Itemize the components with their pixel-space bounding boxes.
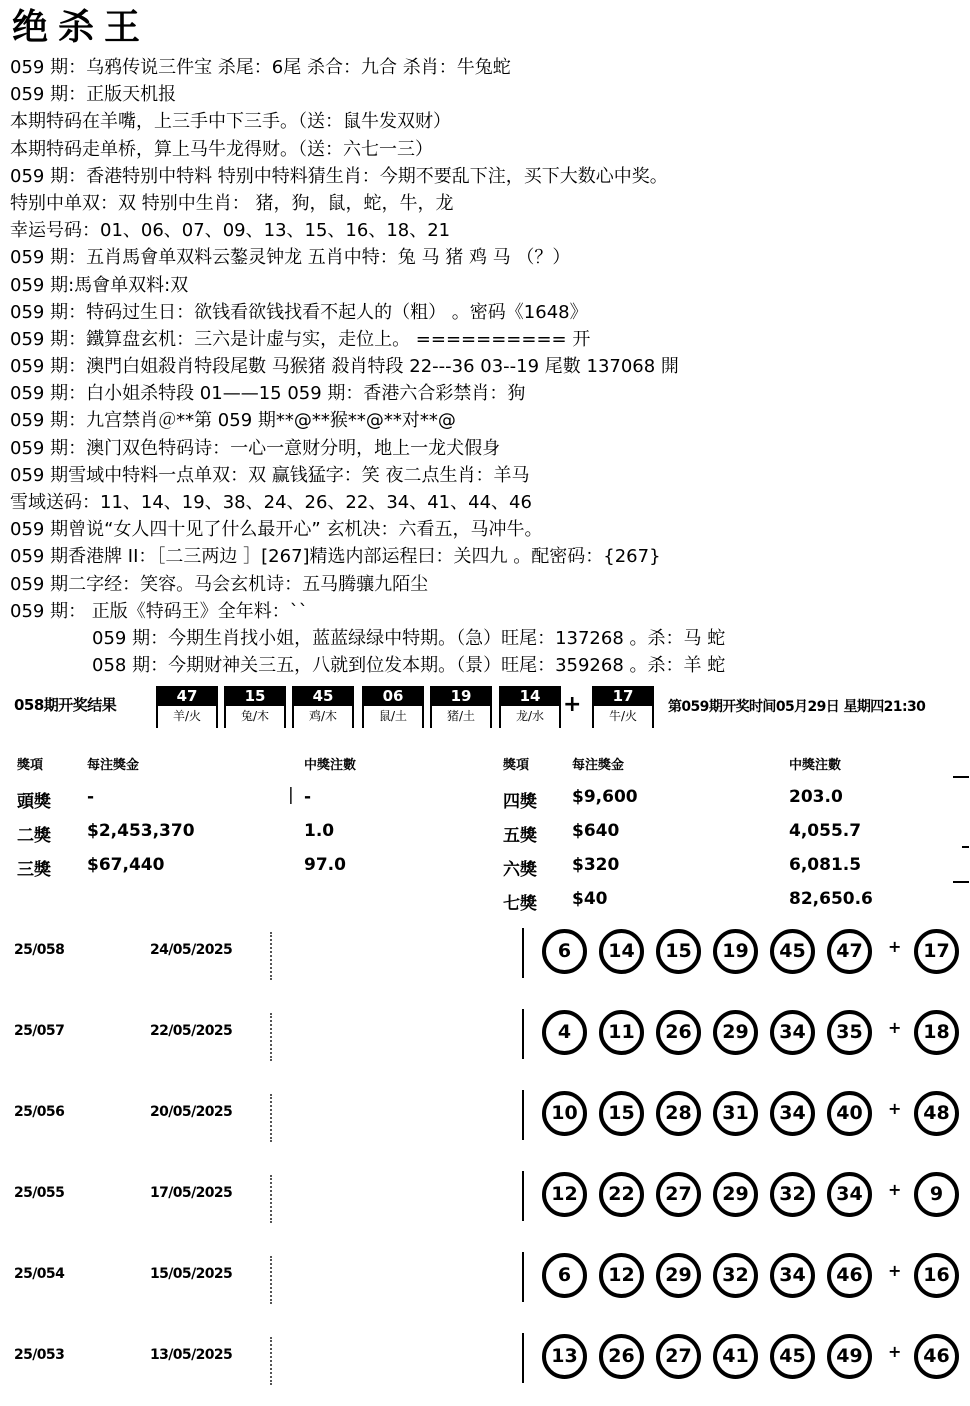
draw-date: 13/05/2025 [150,1347,233,1363]
text-line: 059 期：白小姐杀特段 01——15 059 期：香港六合彩禁肖：狗 [10,383,526,405]
header-count: 中獎注數 [789,758,842,773]
result-ball-number: 19 [432,686,490,706]
prize-count: 6,081.5 [789,855,862,875]
draw-period: 25/054 [14,1266,65,1282]
header-prize: 獎項 [503,758,530,773]
result-ball [499,686,561,728]
plus-sign: + [888,1018,902,1037]
text-line: 059 期：香港特别中特料 特别中特料猜生肖：今期不要乱下注，买下大数心中奖。 [10,165,668,187]
prize-name: 四獎 [503,792,537,812]
number-ball: 12 [542,1172,587,1217]
text-line: 幸运号码：01、06、07、09、13、15、16、18、21 [10,220,451,242]
text-line-indented: 059 期：今期生肖找小姐，蓝蓝绿绿中特期。（急）旺尾：137268 。杀：马 蛇 [92,627,726,649]
number-ball: 15 [599,1091,644,1136]
dotted-divider [270,1013,272,1061]
text-line: 059 期二字经：笑容。马会玄机诗：五马腾骧九陌尘 [10,573,429,595]
draw-period: 25/058 [14,942,65,958]
page-title: 绝杀王 [12,7,151,48]
prize-name: 三獎 [17,860,51,880]
draw-row [0,1163,970,1244]
result-ball-number: 47 [158,686,216,706]
prize-amount: $320 [572,855,620,875]
text-line: 059 期：澳门双色特码诗：一心一意财分明，地上一龙犬假身 [10,437,501,459]
number-ball: 32 [713,1253,758,1298]
dotted-divider [270,1256,272,1304]
prize-amount: $40 [572,889,608,909]
number-ball: 45 [770,929,815,974]
result-ball [224,686,286,728]
prize-count: 82,650.6 [789,889,873,909]
number-ball: 28 [656,1091,701,1136]
result-ball-zodiac: 兔/木 [240,709,270,723]
draw-date: 24/05/2025 [150,942,233,958]
edge-mark [953,881,969,883]
text-line: 059 期：特码过生日：欲钱看欲钱找看不起人的（粗） 。密码《1648》 [10,301,588,323]
number-ball: 29 [713,1172,758,1217]
number-ball: 12 [599,1253,644,1298]
prize-amount: $67,440 [87,855,165,875]
number-ball: 29 [713,1010,758,1055]
separator: | [288,785,294,805]
draw-row [0,1325,970,1406]
plus-sign: + [563,692,582,717]
prize-amount: - [87,787,95,807]
dotted-divider [270,1337,272,1385]
number-ball: 14 [599,929,644,974]
result-label: 058期开奖结果 [14,696,117,714]
draw-result-bar [0,684,970,730]
special-number-ball: 46 [914,1334,959,1379]
prize-count: - [304,787,312,807]
number-ball: 32 [770,1172,815,1217]
dotted-divider [270,1175,272,1223]
special-number-ball: 9 [914,1172,959,1217]
draw-date: 22/05/2025 [150,1023,233,1039]
plus-sign: + [888,1180,902,1199]
number-ball: 26 [656,1010,701,1055]
result-ball-zodiac: 猪/土 [446,709,476,723]
draw-period: 25/053 [14,1347,65,1363]
prize-name: 五獎 [503,826,537,846]
text-line: 本期特码走单桥，算上马牛龙得财。（送：六七一三） [10,138,433,160]
number-ball: 22 [599,1172,644,1217]
number-ball: 35 [827,1010,872,1055]
number-ball: 34 [770,1010,815,1055]
edge-mark [953,776,969,778]
number-ball: 34 [770,1253,815,1298]
text-line: 059 期曾说“女人四十见了什么最开心” 玄机决：六看五，马冲牛。 [10,519,543,541]
prize-amount: $9,600 [572,787,638,807]
header-count: 中獎注數 [304,758,357,773]
result-ball-number: 45 [294,686,352,706]
result-ball-number: 06 [364,686,422,706]
prize-name: 二獎 [17,826,51,846]
text-line: 雪域送码：11、14、19、38、24、26、22、34、41、44、46 [10,492,532,513]
prize-name: 七獎 [503,894,537,914]
special-number-ball: 16 [914,1253,959,1298]
number-ball: 31 [713,1091,758,1136]
draw-date: 17/05/2025 [150,1185,233,1201]
special-ball-zodiac: 牛/火 [608,709,638,723]
plus-sign: + [888,1099,902,1118]
number-ball: 29 [656,1253,701,1298]
number-ball: 10 [542,1091,587,1136]
result-ball-zodiac: 龙/水 [515,709,545,723]
header-prize: 獎項 [17,758,44,773]
draw-date: 15/05/2025 [150,1266,233,1282]
edge-mark [962,846,969,848]
text-line: 059 期：澳門白姐殺肖特段尾數 马猴猪 殺肖特段 22---36 03--19 尾數 137068 開 [10,356,679,378]
article-body [10,54,965,679]
text-line: 059 期香港牌 II：［二三两边 ］[267]精选内部运程曰：关四九 。配密码：{267} [10,546,661,568]
draw-period: 25/055 [14,1185,65,1201]
number-ball: 45 [770,1334,815,1379]
prize-count: 97.0 [304,855,346,875]
dotted-divider [270,932,272,980]
draw-row [0,1082,970,1163]
draw-row [0,1001,970,1082]
number-ball: 34 [770,1091,815,1136]
text-line: 059 期：五肖馬會单双料云鏊灵钟龙 五肖中特：兔 马 猪 鸡 马 （？） [10,247,571,269]
result-ball-zodiac: 鼠/土 [378,709,408,723]
divider [522,1252,524,1302]
number-ball: 41 [713,1334,758,1379]
number-ball: 13 [542,1334,587,1379]
text-line: 059 期雪域中特料一点单双：双 赢钱猛字：笑 夜二点生肖：羊马 [10,464,530,486]
number-ball: 11 [599,1010,644,1055]
number-ball: 34 [827,1172,872,1217]
divider [522,1090,524,1140]
text-line-indented: 058 期：今期财神关三五，八就到位发本期。（景）旺尾：359268 。杀：羊 蛇 [92,655,726,677]
special-number-ball: 48 [914,1091,959,1136]
number-ball: 27 [656,1172,701,1217]
result-ball [430,686,492,728]
number-ball: 19 [713,929,758,974]
prize-count: 203.0 [789,787,843,807]
draw-row [0,1244,970,1325]
plus-sign: + [888,937,902,956]
result-ball [362,686,424,728]
header-amount: 每注獎金 [572,758,625,773]
divider [522,1333,524,1383]
text-line: 059 期：九宫禁肖＠**第 059 期**@**猴**@**对**@ [10,410,456,432]
number-ball: 49 [827,1334,872,1379]
text-line: 特别中单双：双 特别中生肖： 猪，狗，鼠，蛇，牛，龙 [10,192,454,214]
prize-name: 頭獎 [17,792,51,812]
plus-sign: + [888,1261,902,1280]
divider [522,928,524,978]
special-ball [592,686,654,728]
result-ball [156,686,218,728]
result-ball-zodiac: 羊/火 [172,709,202,723]
plus-sign: + [888,1342,902,1361]
special-number-ball: 18 [914,1010,959,1055]
number-ball: 4 [542,1010,587,1055]
number-ball: 47 [827,929,872,974]
number-ball: 6 [542,1253,587,1298]
number-ball: 46 [827,1253,872,1298]
result-ball-number: 15 [226,686,284,706]
draw-period: 25/057 [14,1023,65,1039]
prize-table [0,748,970,918]
number-ball: 26 [599,1334,644,1379]
result-ball-number: 14 [501,686,559,706]
number-ball: 15 [656,929,701,974]
special-ball-number: 17 [594,686,652,706]
prize-count: 4,055.7 [789,821,862,841]
prize-amount: $640 [572,821,620,841]
text-line: 本期特码在羊嘴，上三手中下三手。（送：鼠牛发双财） [10,111,451,133]
text-line: 059 期： 正版《特码王》全年料：`` [10,600,308,622]
prize-name: 六獎 [503,860,537,880]
prize-count: 1.0 [304,821,335,841]
draw-period: 25/056 [14,1104,65,1120]
special-number-ball: 17 [914,929,959,974]
text-line: 059 期：乌鸦传说三件宝 杀尾：6尾 杀合：九合 杀肖：牛兔蛇 [10,57,511,78]
draw-row [0,920,970,1001]
number-ball: 6 [542,929,587,974]
number-ball: 40 [827,1091,872,1136]
result-ball [292,686,354,728]
prize-amount: $2,453,370 [87,821,195,841]
header-amount: 每注獎金 [87,758,140,773]
dotted-divider [270,1094,272,1142]
draw-date: 20/05/2025 [150,1104,233,1120]
divider [522,1009,524,1059]
divider [522,1171,524,1221]
text-line: 059 期:馬會单双料:双 [10,274,189,296]
text-line: 059 期：正版天机报 [10,84,177,106]
next-draw-time: 第059期开奖时间05月29日 星期四21:30 [668,699,926,715]
number-ball: 27 [656,1334,701,1379]
text-line: 059 期：鐵算盘玄机：三六是计虚与实，走位上。 ========== 开 [10,328,591,350]
result-ball-zodiac: 鸡/木 [308,709,338,723]
